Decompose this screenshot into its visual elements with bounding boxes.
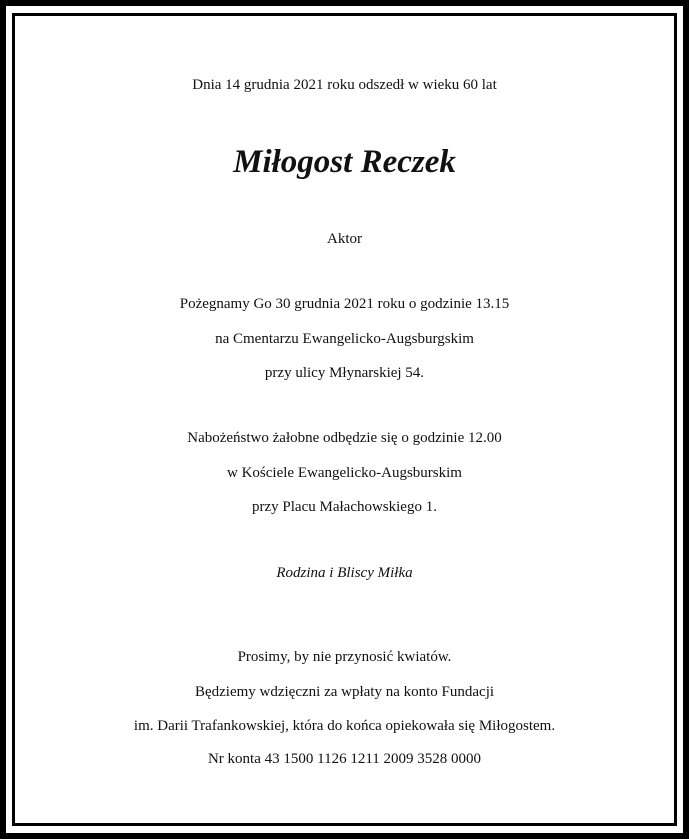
service-line-1: Nabożeństwo żałobne odbędzie się o godzinie 12.00: [187, 430, 502, 446]
funeral-line-2: na Cmentarzu Ewangelicko-Augsburgskim: [215, 331, 474, 347]
service-line-2: w Kościele Ewangelicko-Augsburskim: [227, 465, 462, 481]
request-line-3: im. Darii Trafankowskiej, która do końca opiekowała się Miłogostem.: [133, 718, 556, 734]
family-signature: Rodzina i Bliscy Miłka: [276, 565, 413, 581]
intro-text: Dnia 14 grudnia 2021 roku odszedł w wieku 60 lat: [192, 77, 497, 93]
bank-account: Nr konta 43 1500 1126 1211 2009 3528 0000: [207, 751, 482, 767]
funeral-line-3: przy ulicy Młynarskiej 54.: [264, 365, 425, 381]
service-line-3: przy Placu Małachowskiego 1.: [252, 499, 437, 515]
inner-border: [12, 13, 677, 826]
deceased-name: Miłogost Reczek: [233, 144, 456, 180]
request-line-1: Prosimy, by nie przynosić kwiatów.: [237, 649, 452, 665]
profession: Aktor: [327, 231, 362, 247]
request-line-2: Będziemy wdzięczni za wpłaty na konto Fundacji: [194, 684, 495, 700]
funeral-line-1: Pożegnamy Go 30 grudnia 2021 roku o godzinie 13.15: [179, 296, 510, 312]
